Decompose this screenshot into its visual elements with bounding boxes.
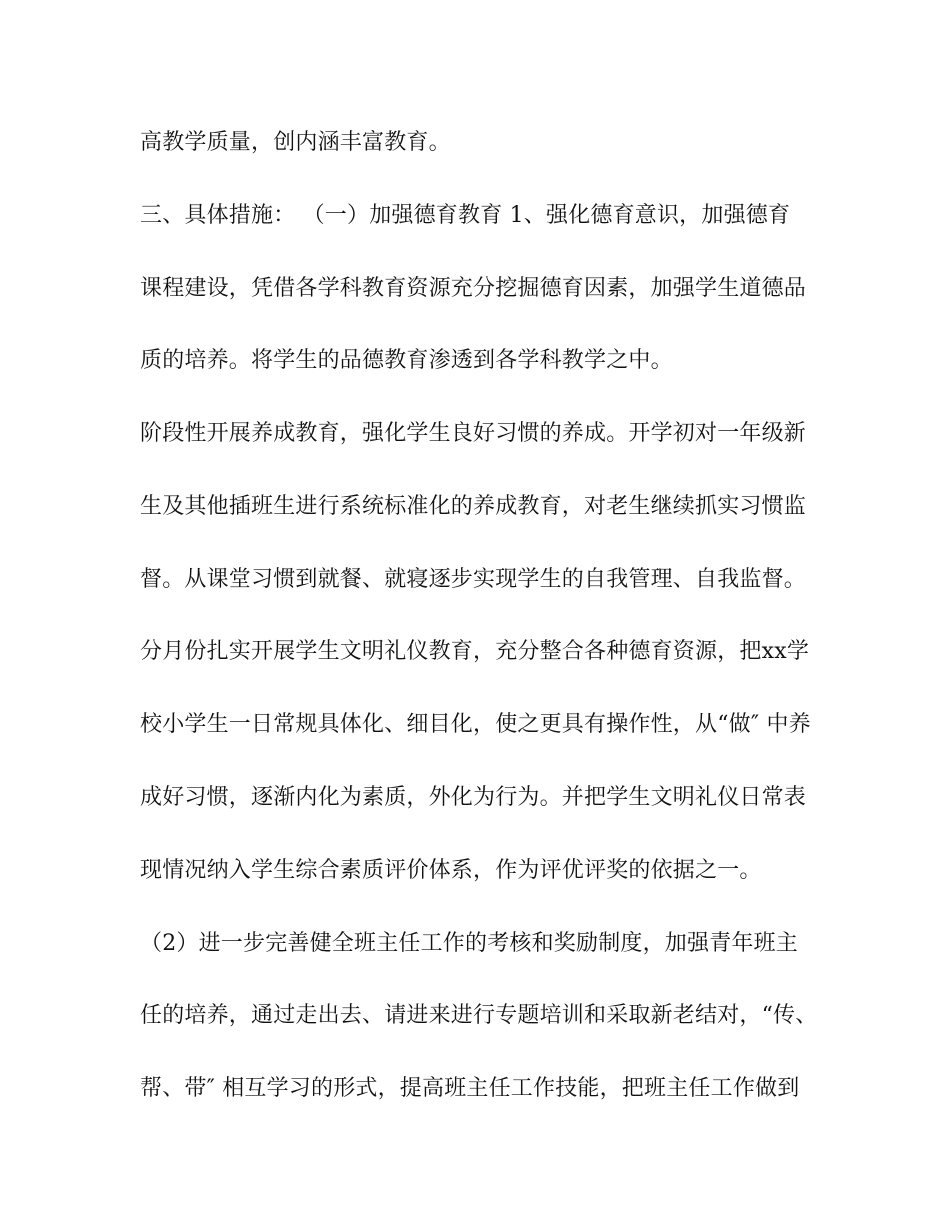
text-line: 督。从课堂习惯到就餐、就寝逐步实现学生的自我管理、自我监督。 (140, 567, 807, 592)
text-line: 校小学生一日常规具体化、细目化，使之更具有操作性，从“做″ 中养 (140, 712, 811, 737)
text-line: 阶段性开展养成教育，强化学生良好习惯的养成。开学初对一年级新 (140, 421, 807, 446)
text-line: 现情况纳入学生综合素质评价体系，作为评优评奖的依据之一。 (140, 858, 762, 883)
text-line: 质的培养。将学生的品德教育渗透到各学科教学之中。 (140, 348, 673, 373)
text-line: 高教学质量，创内涵丰富教育。 (140, 130, 451, 155)
text-line: 成好习惯，逐渐内化为素质，外化为行为。并把学生文明礼仪日常表 (140, 785, 807, 810)
text-line: 帮、带″ 相互学习的形式，提高班主任工作技能，把班主任工作做到 (140, 1076, 800, 1101)
text-line: （2）进一步完善健全班主任工作的考核和奖励制度，加强青年班主 (140, 931, 798, 956)
text-line: 三、具体措施： （一）加强德育教育 1、强化德育意识，加强德育 (140, 203, 791, 228)
text-line: 分月份扎实开展学生文明礼仪教育，充分整合各种德育资源，把xx学 (140, 639, 810, 664)
text-line: 任的培养，通过走出去、请进来进行专题培训和采取新老结对，“传、 (140, 1003, 818, 1028)
text-line: 课程建设，凭借各学科教育资源充分挖掘德育因素，加强学生道德品 (140, 276, 807, 301)
text-line: 生及其他插班生进行系统标准化的养成教育，对老生继续抓实习惯监 (140, 494, 807, 519)
